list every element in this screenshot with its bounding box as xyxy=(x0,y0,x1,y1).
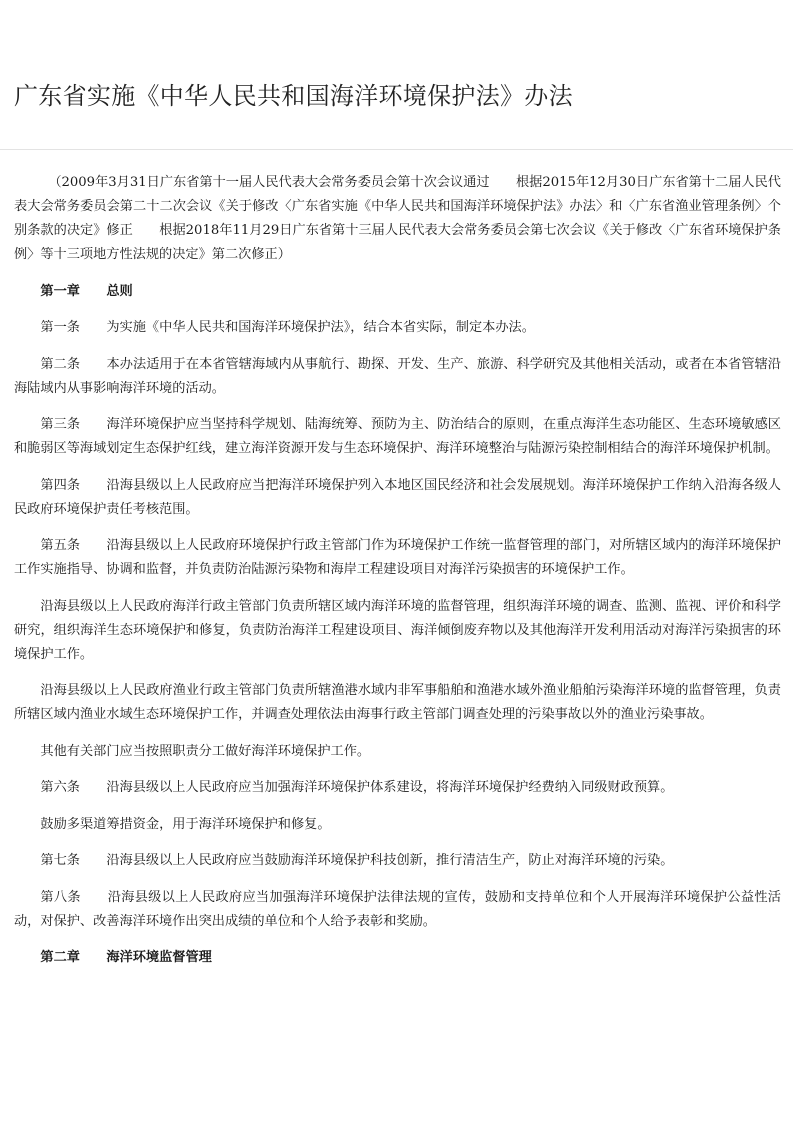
article-1: 第一条 为实施《中华人民共和国海洋环境保护法》，结合本省实际，制定本办法。 xyxy=(40,320,535,335)
document-body xyxy=(14,171,781,983)
article-8: 第八条 沿海县级以上人民政府应当加强海洋环境保护法律法规的宣传，鼓励和支持单位和个人开展海洋环境保护公益性活动，对保护、改善海洋环境作出突出成绩的单位和个人给予表彰和奖励。 xyxy=(14,889,781,929)
article-5-paragraph-4: 其他有关部门应当按照职责分工做好海洋环境保护工作。 xyxy=(40,743,371,759)
article-7: 第七条 沿海县级以上人民政府应当鼓励海洋环境保护科技创新，推行清洁生产，防止对海洋环境的污染。 xyxy=(40,853,674,868)
article-5: 第五条 沿海县级以上人民政府环境保护行政主管部门作为环境保护工作统一监督管理的部门，对所辖区域内的海洋环境保护工作实施指导、协调和监督，并负责防治陆源污染物和海岸工程建设项目对海洋污染损害的环境保护工作。 xyxy=(14,538,781,577)
article-5-paragraph-3: 沿海县级以上人民政府渔业行政主管部门负责所辖渔港水域内非军事船舶和渔港水域外渔业船舶污染海洋环境的监督管理，负责所辖区域内渔业水域生态环境保护工作，并调查处理依法由海事行政主管部门调查处理的污染事故以外的渔业污染事故。 xyxy=(14,683,781,722)
article-4: 第四条 沿海县级以上人民政府应当把海洋环境保护列入本地区国民经济和社会发展规划。海洋环境保护工作纳入沿海各级人民政府环境保护责任考核范围。 xyxy=(14,477,781,517)
title-divider xyxy=(0,149,793,150)
chapter-heading-1: 第一章 总则 xyxy=(40,283,133,299)
article-5-paragraph-2: 沿海县级以上人民政府海洋行政主管部门负责所辖区域内海洋环境的监督管理，组织海洋环境的调查、监测、监视、评价和科学研究，组织海洋生态环境保护和修复，负责防治海洋工程建设项目、海洋倾倒废弃物以及其他海洋开发利用活动对海洋污染损害的环境保护工作。 xyxy=(14,598,781,662)
article-3: 第三条 海洋环境保护应当坚持科学规划、陆海统筹、预防为主、防治结合的原则，在重点海洋生态功能区、生态环境敏感区和脆弱区等海域划定生态保护红线，建立海洋资源开发与生态环境保护、海洋环境整治与陆源污染控制相结合的海洋环境保护机制。 xyxy=(14,417,781,456)
chapter-heading-2: 第二章 海洋环境监督管理 xyxy=(40,950,212,965)
article-2: 第二条 本办法适用于在本省管辖海域内从事航行、勘探、开发、生产、旅游、科学研究及其他相关活动，或者在本省管辖沿海陆域内从事影响海洋环境的活动。 xyxy=(14,356,781,396)
preamble: （2009年3月31日广东省第十一届人民代表大会常务委员会第十次会议通过 根据2015年12月30日广东省第十二届人民代表大会常务委员会第二十二次会议《关于修改〈广东省实施《中华人民共和国海洋环境保护法》办法〉和〈广东省渔业管理条例〉个别条款的决定》修正 根据2018年11月29日广东省第十三届人民代表大会常务委员会第七次会议《关于修改〈广东省环境保护条例〉等十三项地方性法规的决定》第二次修正） xyxy=(14,175,781,262)
page-title: 广东省实施《中华人民共和国海洋环境保护法》办法 xyxy=(14,82,573,110)
article-6-paragraph-2: 鼓励多渠道筹措资金，用于海洋环境保护和修复。 xyxy=(40,816,331,832)
article-6: 第六条 沿海县级以上人民政府应当加强海洋环境保护体系建设，将海洋环境保护经费纳入同级财政预算。 xyxy=(40,780,674,795)
